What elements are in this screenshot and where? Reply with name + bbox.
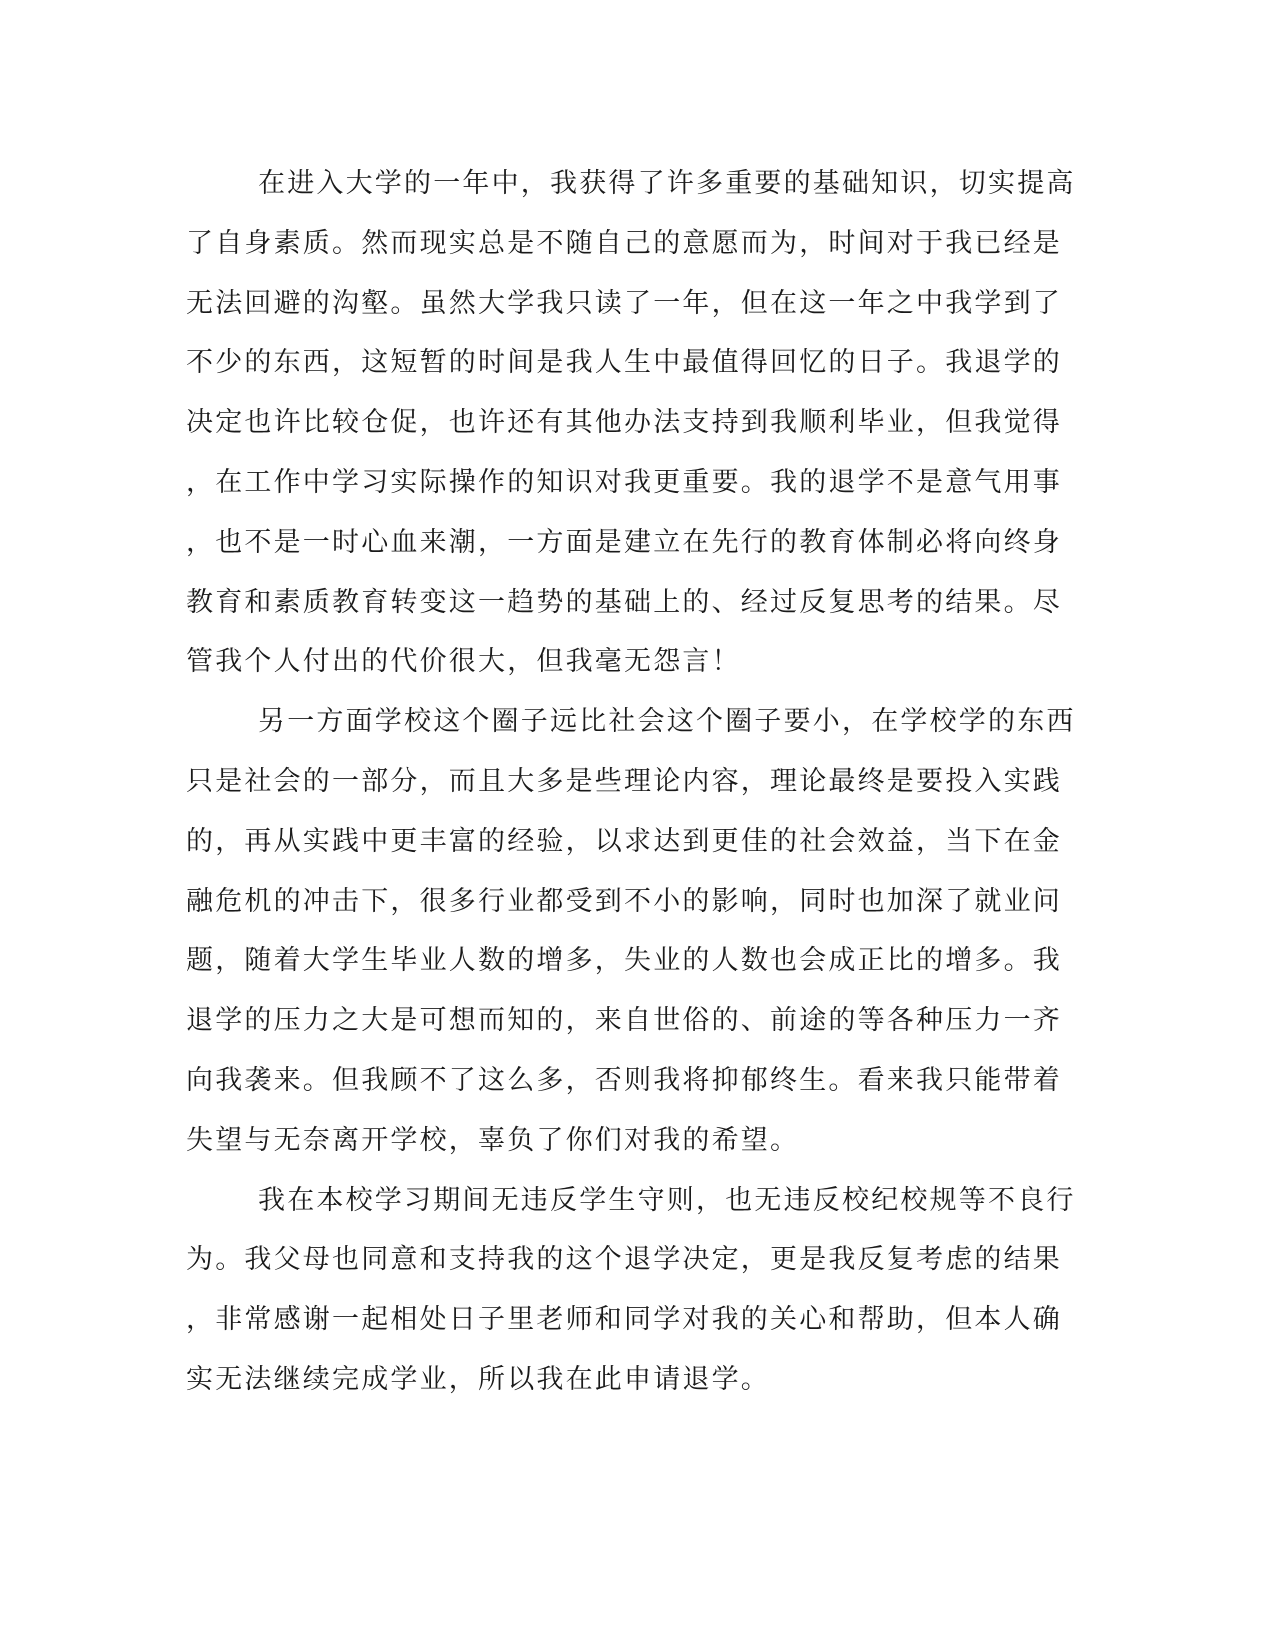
paragraph-3-line-1: 我在本校学习期间无违反学生守则，也无违反校纪校规等不良行: [258, 1184, 1076, 1216]
paragraph-2-line-5: 题，随着大学生毕业人数的增多，失业的人数也会成正比的增多。我: [186, 945, 1062, 977]
paragraph-2-line-1: 另一方面学校这个圈子远比社会这个圈子要小，在学校学的东西: [258, 706, 1076, 738]
paragraph-1-line-8: 教育和素质教育转变这一趋势的基础上的、经过反复思考的结果。尽: [186, 586, 1062, 618]
paragraph-3-line-3: ，非常感谢一起相处日子里老师和同学对我的关心和帮助，但本人确: [186, 1304, 1062, 1336]
paragraph-1-line-9: 管我个人付出的代价很大，但我毫无怨言！: [186, 646, 741, 678]
paragraph-2-line-3: 的，再从实践中更丰富的经验，以求达到更佳的社会效益，当下在金: [186, 825, 1062, 857]
paragraph-3-line-2: 为。我父母也同意和支持我的这个退学决定，更是我反复考虑的结果: [186, 1244, 1062, 1276]
paragraph-1-line-1: 在进入大学的一年中，我获得了许多重要的基础知识，切实提高: [258, 168, 1076, 199]
paragraph-2-line-6: 退学的压力之大是可想而知的，来自世俗的、前途的等各种压力一齐: [186, 1005, 1062, 1037]
paragraph-2-line-8: 失望与无奈离开学校，辜负了你们对我的希望。: [186, 1124, 800, 1156]
paragraph-3-line-4: 实无法继续完成学业，所以我在此申请退学。: [186, 1363, 770, 1395]
document-body: [186, 154, 1076, 1410]
paragraph-2-line-2: 只是社会的一部分，而且大多是些理论内容，理论最终是要投入实践: [186, 765, 1062, 797]
paragraph-2-line-4: 融危机的冲击下，很多行业都受到不小的影响，同时也加深了就业问: [186, 885, 1062, 917]
paragraph-1-line-7: ，也不是一时心血来潮，一方面是建立在先行的教育体制必将向终身: [186, 526, 1062, 558]
paragraph-1-line-4: 不少的东西，这短暂的时间是我人生中最值得回忆的日子。我退学的: [186, 347, 1062, 379]
paragraph-2-line-7: 向我袭来。但我顾不了这么多，否则我将抑郁终生。看来我只能带着: [186, 1064, 1062, 1096]
paragraph-1-line-3: 无法回避的沟壑。虽然大学我只读了一年，但在这一年之中我学到了: [186, 287, 1062, 319]
paragraph-1-line-5: 决定也许比较仓促，也许还有其他办法支持到我顺利毕业，但我觉得: [186, 407, 1062, 439]
paragraph-1-line-6: ，在工作中学习实际操作的知识对我更重要。我的退学不是意气用事: [186, 466, 1062, 498]
paragraph-1-line-2: 了自身素质。然而现实总是不随自己的意愿而为，时间对于我已经是: [186, 227, 1062, 259]
